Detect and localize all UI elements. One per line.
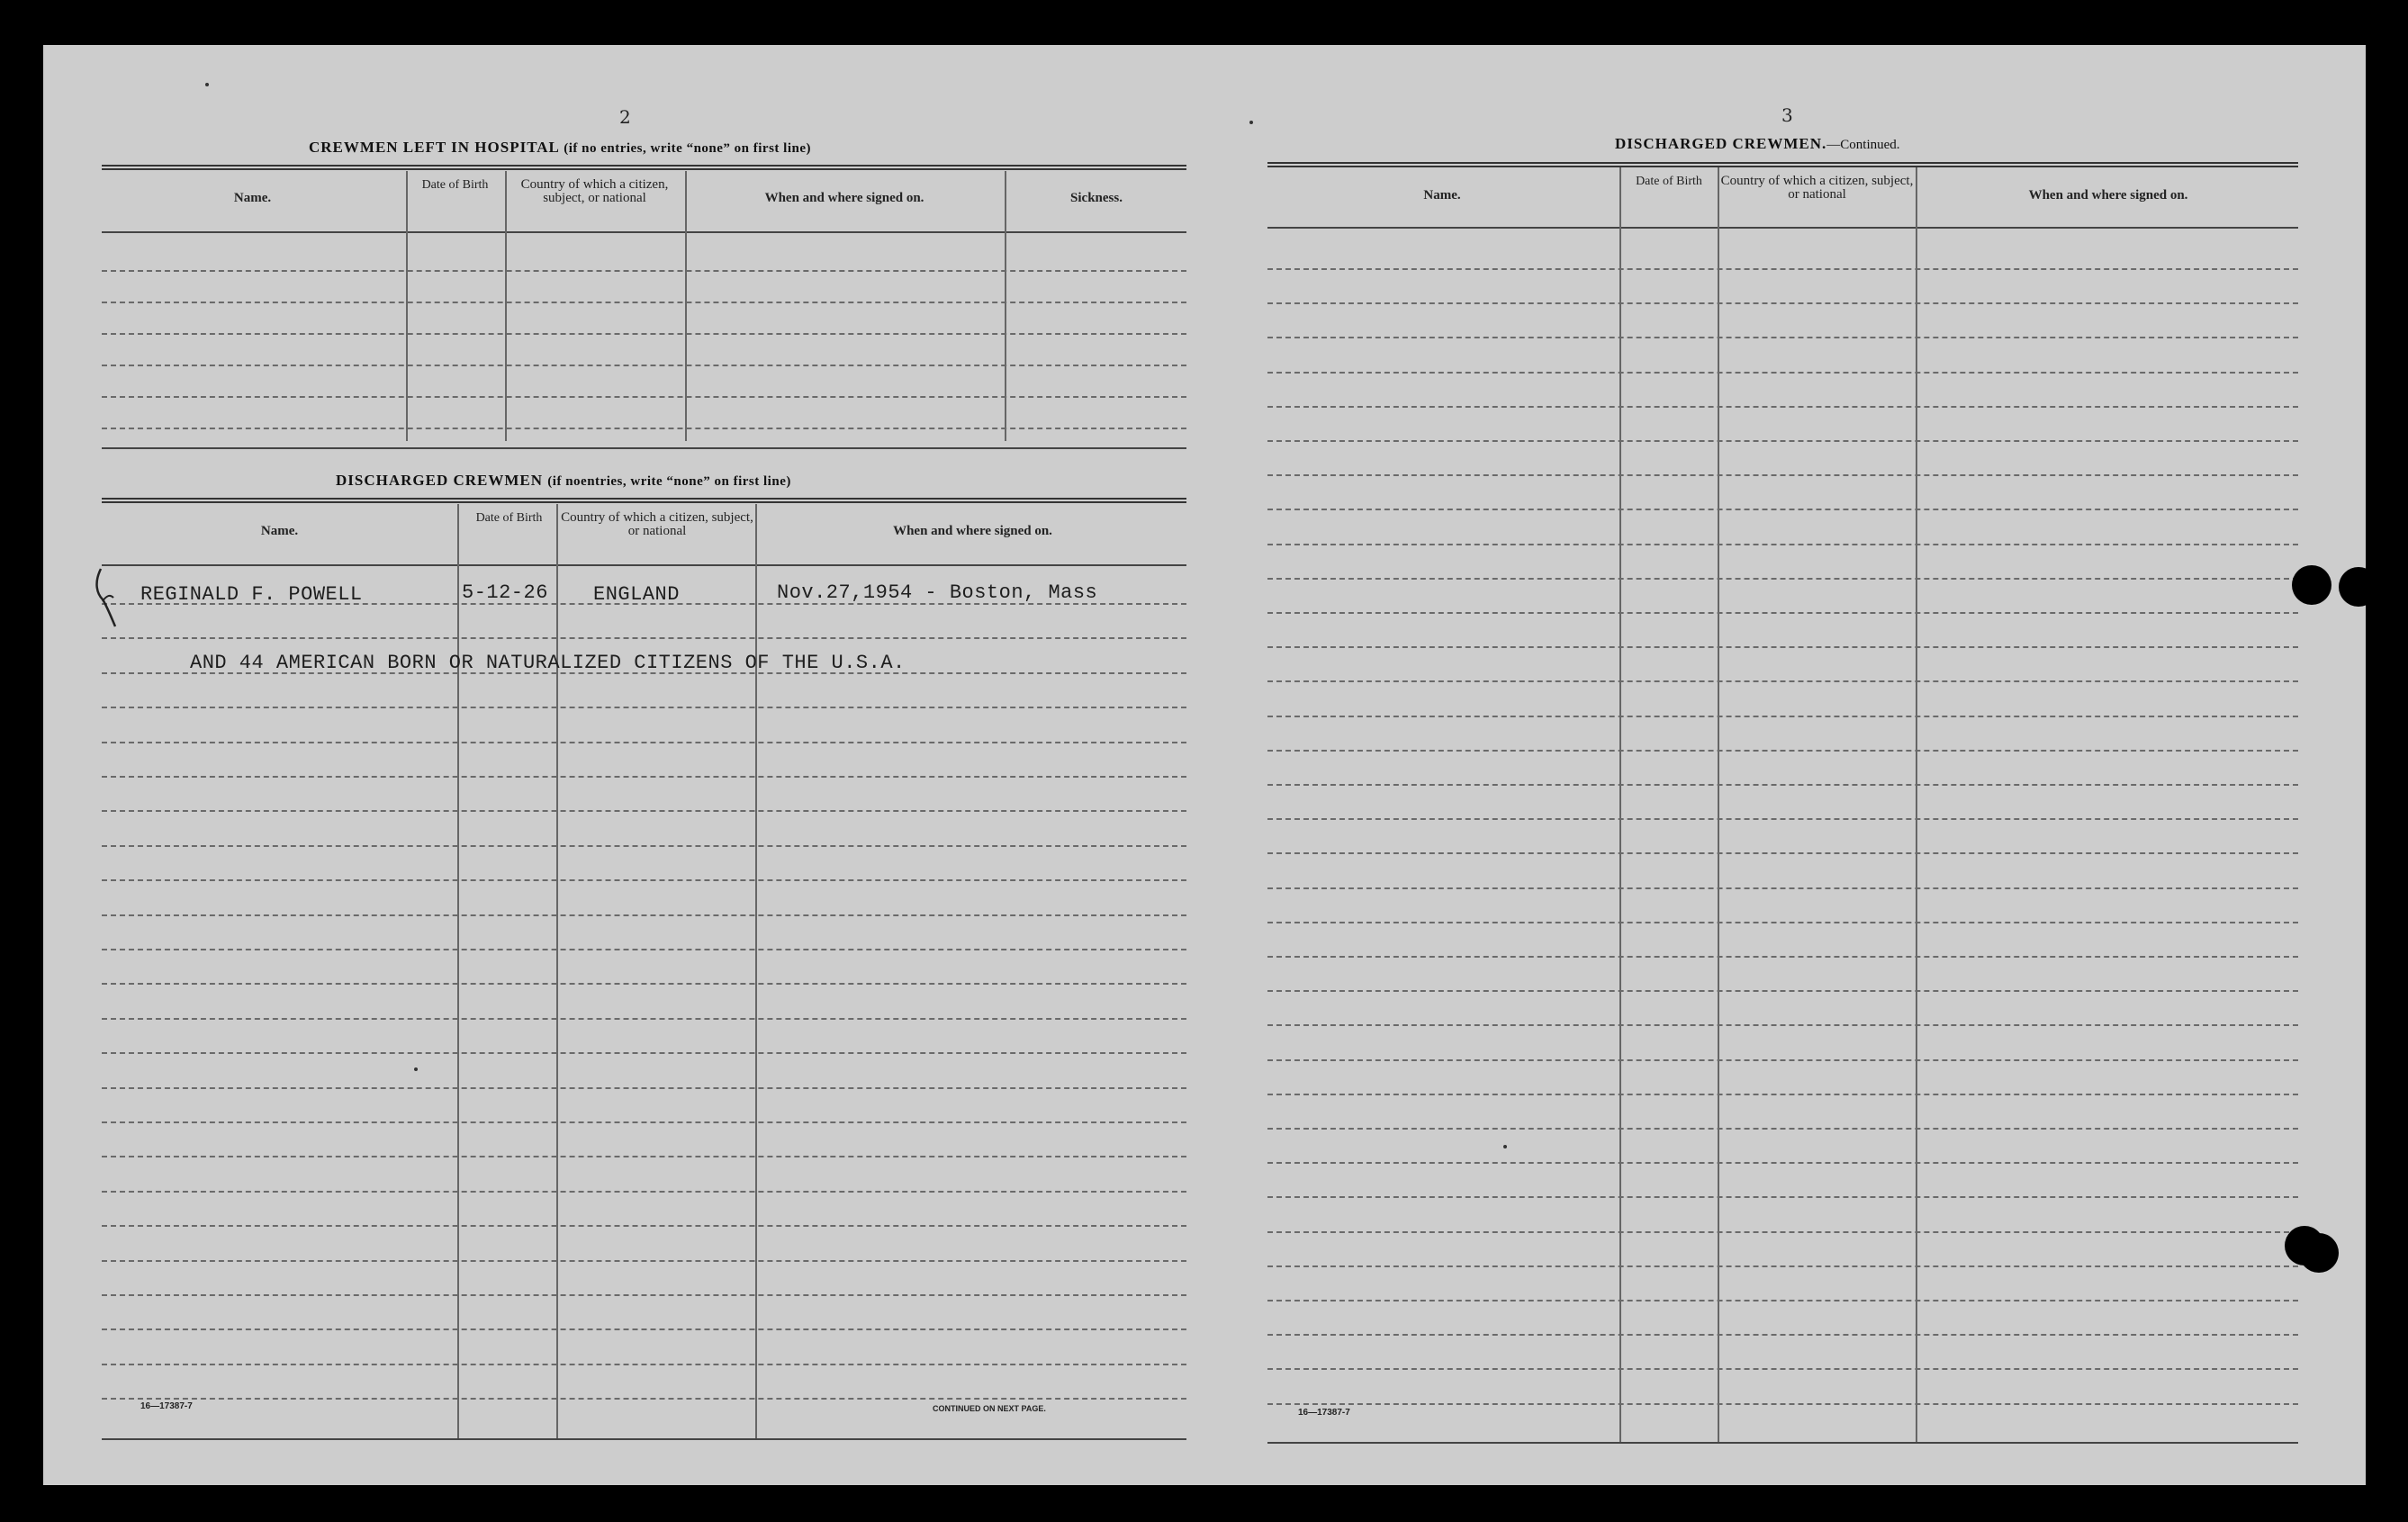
row-line [1267,1334,2298,1336]
row-line [1267,1403,2298,1405]
row-line [1267,544,2298,545]
crew-remark: AND 44 AMERICAN BORN OR NATURALIZED CITIZENS OF THE U.S.A. [190,652,906,674]
hospital-bottom-rule [102,447,1186,449]
crewman-name: REGINALD F. POWELL [140,583,363,606]
row-line [1267,302,2298,304]
speck [1249,121,1253,124]
row-line [102,983,1186,985]
row-line [1267,680,2298,682]
check-mark-icon [90,567,126,630]
row-line [1267,1094,2298,1095]
row-line [1267,372,2298,374]
speck [205,83,209,86]
form-sheet [43,45,2366,1485]
row-line [1267,1024,2298,1026]
row-line [1267,1128,2298,1130]
row-line [102,1018,1186,1020]
row-line [102,845,1186,847]
row-line [102,1260,1186,1262]
hospital-col-name: Name. [233,191,272,205]
discharged-divider [556,504,558,1440]
hospital-row-line [102,428,1186,429]
row-line [1267,956,2298,958]
hospital-header-rule [102,231,1186,233]
discharged-col-signed-on: When and where signed on. [893,524,1052,538]
discharged-col-country: Country of which a citizen, subject, or national [561,510,753,538]
row-line [1267,1059,2298,1061]
hospital-divider [1005,171,1006,441]
row-line [1267,474,2298,476]
right-col-dob: Date of Birth [1636,175,1702,188]
hospital-divider [406,171,408,441]
row-line [1267,1196,2298,1198]
row-line [102,707,1186,708]
right-divider [1619,167,1621,1444]
right-col-signed-on: When and where signed on. [2028,188,2188,203]
continued-note: CONTINUED ON NEXT PAGE. [933,1404,1046,1413]
crewman-signed-on: Nov.27,1954 - Boston, Mass [777,581,1098,604]
right-divider [1916,167,1917,1444]
hospital-top-rule [102,165,1186,170]
discharged-top-rule [102,498,1186,503]
hospital-col-signed-on: When and where signed on. [764,191,924,205]
discharged-divider [755,504,757,1440]
hospital-row-line [102,302,1186,303]
punch-hole [2292,565,2331,605]
form-number: 16—17387-7 [140,1401,193,1411]
discharged-col-dob: Date of Birth [475,511,543,525]
row-line [1267,646,2298,648]
hospital-row-line [102,333,1186,335]
row-line [102,1087,1186,1089]
hospital-divider [685,171,687,441]
speck [414,1067,418,1071]
right-col-country: Country of which a citizen, subject, or national [1720,174,1914,202]
row-line [1267,818,2298,820]
row-line [102,949,1186,950]
row-line [1267,337,2298,338]
right-bottom-rule [1267,1442,2298,1444]
row-line [1267,852,2298,854]
row-line [102,1328,1186,1330]
row-line [102,1398,1186,1400]
punch-hole [2339,567,2378,607]
row-line [102,879,1186,881]
page-number: 2 [619,106,631,128]
hospital-row-line [102,270,1186,272]
left-page [43,45,1213,1485]
row-line [1267,406,2298,408]
row-line [1267,509,2298,510]
row-line [1267,578,2298,580]
right-top-rule [1267,162,2298,167]
discharged-section-title: DISCHARGED CREWMEN (if noentries, write “none” on first line) [336,472,791,489]
row-line [1267,1368,2298,1370]
discharged-bottom-rule [102,1438,1186,1440]
hospital-col-sickness: Sickness. [1070,191,1123,205]
row-line [102,742,1186,743]
row-line [102,1052,1186,1054]
right-divider [1718,167,1719,1444]
discharged-col-name: Name. [260,524,299,538]
row-line [102,1294,1186,1296]
row-line [1267,716,2298,717]
crewman-country: ENGLAND [593,583,680,606]
row-line [102,776,1186,778]
right-col-name: Name. [1423,188,1461,203]
row-line [1267,440,2298,442]
row-line [102,637,1186,639]
page-number: 3 [1781,104,1793,126]
hospital-row-line [102,396,1186,398]
hospital-section-title: CREWMEN LEFT IN HOSPITAL (if no entries, write “none” on first line) [309,139,811,156]
row-line [1267,1265,2298,1267]
row-line [1267,990,2298,992]
hospital-col-dob: Date of Birth [421,178,489,192]
row-line [102,1225,1186,1227]
right-header-rule [1267,227,2298,229]
row-line [1267,1231,2298,1233]
discharged-header-rule [102,564,1186,566]
right-page [1213,45,2366,1485]
hospital-row-line [102,365,1186,366]
row-line [1267,784,2298,786]
discharged-divider [457,504,459,1440]
row-line [1267,1162,2298,1164]
speck [1503,1145,1507,1148]
row-line [1267,268,2298,270]
row-line [102,1156,1186,1157]
hospital-col-country: Country of which a citizen, subject, or national [520,177,669,205]
row-line [1267,1300,2298,1301]
row-line [1267,922,2298,923]
row-line [102,1121,1186,1123]
form-number: 16—17387-7 [1298,1408,1350,1418]
row-line [102,810,1186,812]
row-line [102,1364,1186,1365]
row-line [1267,887,2298,889]
row-line [102,914,1186,916]
punch-hole [2299,1233,2339,1273]
row-line [1267,750,2298,752]
row-line [102,1191,1186,1193]
hospital-divider [505,171,507,441]
row-line [1267,612,2298,614]
crewman-date-of-birth: 5-12-26 [462,581,548,604]
discharged-continued-title: DISCHARGED CREWMEN.—Continued. [1615,135,1900,152]
